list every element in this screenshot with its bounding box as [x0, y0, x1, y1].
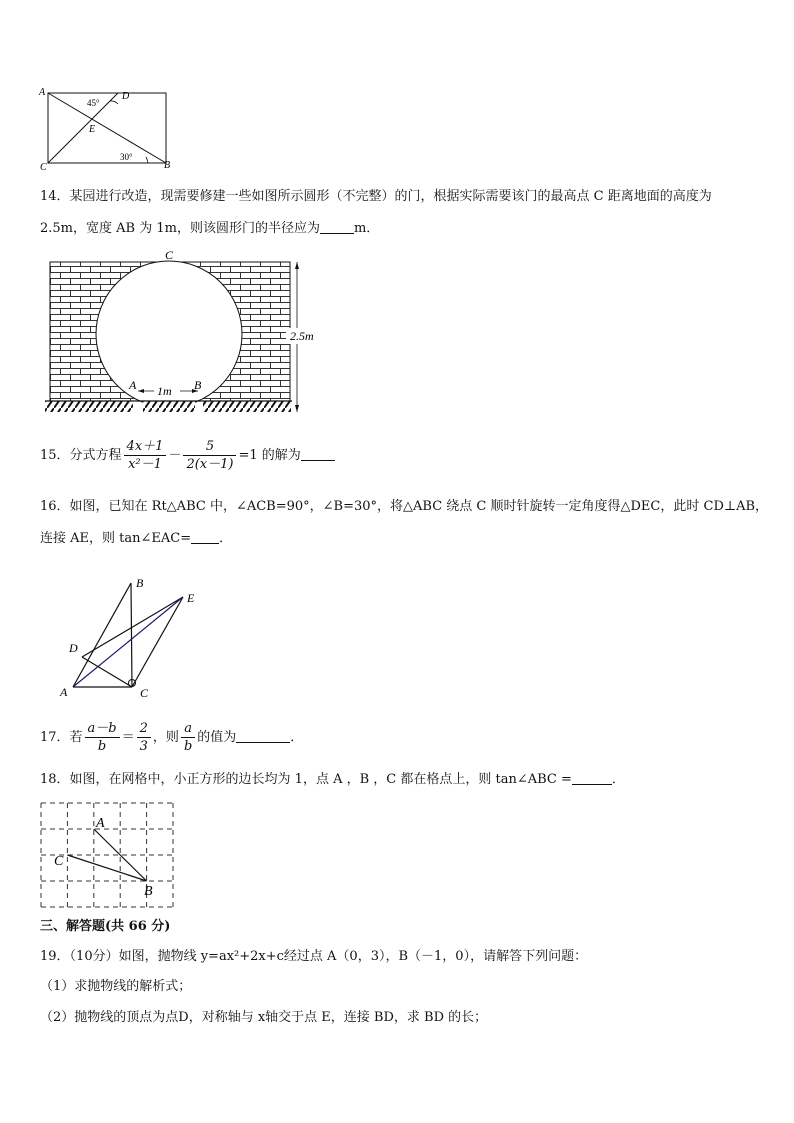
fraction-2-denominator: 3	[139, 739, 148, 754]
fraction-2-denominator: 2(x－1)	[186, 457, 234, 472]
figure-q16-rotation	[55, 572, 205, 702]
label-B: B	[144, 884, 153, 899]
fraction-1-numerator: a－b	[85, 720, 120, 738]
q17-line	[40, 720, 303, 755]
q19-line1: 19．（10分）如图，抛物线 y=ax²+2x+c经过点 A（0，3），B（－1，0），请解答下列问题：	[40, 949, 588, 964]
angle-45: 45°	[87, 98, 100, 108]
label-height: 2.5m	[290, 329, 314, 343]
fraction-1	[124, 438, 167, 473]
fraction-1-denominator: b	[97, 739, 107, 754]
q17-suffix: 的值为	[197, 730, 237, 745]
answer-blank-q15[interactable]	[301, 446, 335, 461]
q17-end: ．	[290, 730, 304, 745]
fraction-2	[183, 438, 236, 473]
q16-line2-text: 连接 AE，则 tan∠EAC=	[40, 531, 192, 546]
label-C: C	[165, 248, 174, 262]
label-A: A	[39, 87, 46, 98]
fraction-2	[137, 720, 151, 755]
fraction-3-denominator: b	[183, 739, 193, 754]
q14-line2b: m．	[353, 221, 380, 236]
q14-line1: 14．某园进行改造，现需要修建一些如图所示圆形（不完整）的门，根据实际需要该门的最高点 C 距离地面的高度为	[40, 189, 712, 204]
angle-30: 30°	[120, 152, 133, 162]
label-A: A	[129, 378, 137, 392]
answer-blank-q17[interactable]	[236, 728, 290, 743]
fraction-2-numerator: 2	[137, 720, 151, 738]
label-A: A	[96, 816, 105, 831]
q14-line2	[40, 219, 379, 238]
fraction-1-denominator: x²－1	[128, 457, 162, 472]
fraction-1-numerator: 4x＋1	[124, 438, 167, 456]
figure-q18-grid	[38, 800, 178, 910]
q18-end: ．	[611, 772, 625, 787]
label-B: B	[194, 378, 202, 392]
fraction-3	[181, 720, 195, 755]
label-width: 1m	[157, 384, 172, 398]
q17-eq: ＝	[121, 730, 135, 745]
q19-part1: （1）求抛物线的解析式；	[40, 979, 192, 994]
q17-mid: ，则	[152, 730, 179, 745]
answer-blank-q18[interactable]	[572, 770, 612, 785]
section-3-heading: 三、解答题(共 66 分)	[40, 919, 171, 934]
q16-line1: 16．如图，已知在 Rt△ABC 中，∠ACB=90°，∠B=30°，将△ABC 绕点 C 顺时针旋转一定角度得△DEC，此时 CD⊥AB，	[40, 499, 769, 514]
fraction-1	[85, 720, 120, 755]
fraction-3-numerator: a	[181, 720, 195, 738]
label-B: B	[136, 576, 144, 590]
label-D: D	[122, 91, 130, 102]
label-C: C	[40, 162, 47, 172]
q15-suffix: =1 的解为	[238, 448, 301, 463]
label-D: D	[69, 641, 78, 655]
q18-line	[40, 770, 625, 789]
q19-part2: （2）抛物线的顶点为点D，对称轴与 x轴交于点 E，连接 BD，求 BD 的长；	[40, 1010, 488, 1025]
label-E: E	[89, 124, 96, 135]
q18-text: 18．如图，在网格中，小正方形的边长均为 1，点 A ，B ，C 都在格点上，则 tan∠ABC =	[40, 772, 572, 787]
answer-blank-q16[interactable]	[191, 529, 219, 544]
q15-prefix: 15．分式方程	[40, 448, 122, 463]
label-C: C	[54, 854, 64, 869]
label-A: A	[60, 685, 68, 699]
fraction-2-numerator: 5	[183, 438, 236, 456]
figure-q13-rectangle	[34, 82, 184, 172]
answer-blank-q14[interactable]	[320, 219, 354, 234]
q14-line2a: 2.5m，宽度 AB 为 1m，则该圆形门的半径应为	[40, 221, 320, 236]
q15-line	[40, 438, 335, 473]
q16-line2	[40, 529, 232, 548]
label-B: B	[164, 160, 171, 171]
q16-line2-end: ．	[219, 531, 233, 546]
label-E: E	[187, 591, 195, 605]
figure-q14-round-door	[40, 248, 330, 420]
q17-prefix: 17．若	[40, 730, 83, 745]
label-C: C	[140, 686, 149, 700]
q15-minus: －	[168, 448, 182, 463]
